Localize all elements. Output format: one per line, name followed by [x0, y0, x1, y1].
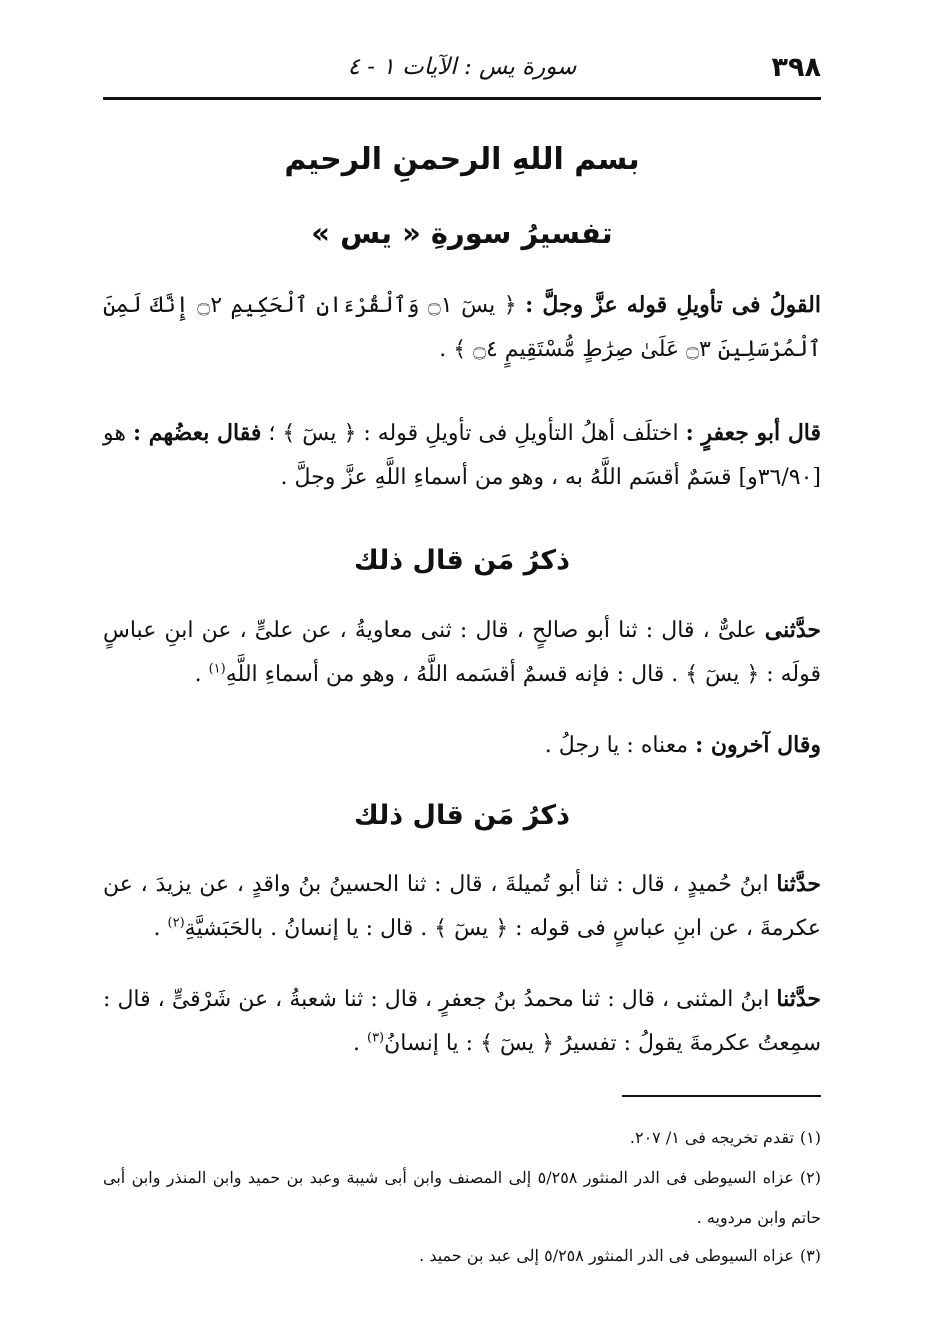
- paragraph-abu-jafar: [103, 411, 821, 500]
- paragraph-text: ابنُ حُميدٍ ، قال : ثنا أبو تُميلةَ ، قال : ثنا الحسينُ بنُ واقدٍ ، عن يزيدَ ، عن عكرمةَ ، عن ابنِ عباسٍ فى قوله : ﴿ يسٓ ﴾ . قال : يا إنسانُ . بالحَبَشيَّةِ: [103, 872, 821, 941]
- paragraph-text: اختلَف أهلُ التأويلِ فى تأويلِ قوله : ﴿ يسٓ ﴾ ؛: [268, 421, 679, 446]
- paragraph-hadith-1: [103, 608, 821, 697]
- paragraph-end: .: [352, 1031, 367, 1056]
- footnote-number: (١): [799, 1128, 821, 1147]
- footnote-number: (٢): [799, 1168, 821, 1187]
- paragraph-hadith-2: [103, 862, 821, 951]
- footnote-ref[interactable]: (١): [208, 661, 226, 677]
- surah-title: تفسيرُ سورةِ « يس »: [311, 216, 613, 250]
- paragraph-lead-b: فقال بعضُهم :: [132, 420, 262, 446]
- paragraph-others: [103, 723, 821, 768]
- footnote-ref[interactable]: (٢): [167, 915, 185, 931]
- paragraph-lead: حدَّثنا: [776, 986, 821, 1012]
- paragraph-text-b: هو [٣٦/٩٠و] قسَمٌ أقسَم اللَّهُ به ، وهو من أسماءِ اللَّهِ عزَّ وجلَّ .: [103, 421, 821, 490]
- footnote-number: (٣): [799, 1246, 821, 1265]
- paragraph-text: معناه : يا رجلُ .: [544, 733, 689, 758]
- basmala: بسم اللهِ الرحمنِ الرحيم: [284, 142, 640, 177]
- page-number: ٣٩٨: [771, 52, 821, 83]
- footnote: [103, 1236, 821, 1276]
- footnote: [103, 1118, 821, 1158]
- header-rule: [103, 97, 821, 100]
- footnote-text: تقدم تخريجه فى ١/ ٢٠٧.: [629, 1128, 794, 1147]
- section-heading: ذكرُ مَن قال ذلك: [354, 800, 570, 831]
- paragraph-lead: حدَّثنا: [776, 871, 821, 897]
- paragraph-lead: القولُ فى تأويلِ قوله عزَّ وجلَّ :: [525, 292, 821, 318]
- footnote: [103, 1158, 821, 1238]
- paragraph-text: ابنُ المثنى ، قال : ثنا محمدُ بنُ جعفرٍ ، قال : ثنا شعبةُ ، عن شَرْقىٍّ ، قال : سمِعتُ عكرمةَ يقولُ : تفسيرُ ﴿ يسٓ ﴾ : يا إنسانُ: [103, 987, 821, 1056]
- footnote-ref[interactable]: (٣): [366, 1030, 385, 1046]
- section-heading: ذكرُ مَن قال ذلك: [354, 545, 570, 576]
- paragraph-text: علىٌّ ، قال : ثنا أبو صالحٍ ، قال : ثنى معاويةُ ، عن علىٍّ ، عن ابنِ عباسٍ قولَه : ﴿ يسٓ ﴾ . قال : فإنه قسمٌ أقسَمه اللَّهُ ، وهو من أسماءِ اللَّهِ: [103, 618, 821, 687]
- page-header: [103, 44, 821, 96]
- paragraph-lead: قال أبو جعفرٍ :: [685, 420, 822, 446]
- paragraph-end: .: [153, 916, 168, 941]
- paragraph-lead: وقال آخرون :: [695, 732, 821, 758]
- footnote-text: عزاه السيوطى فى الدر المنثور ٥/٢٥٨ إلى المصنف وابن أبى شيبة وعبد بن حميد وابن المنذر وابن أبى حاتم وابن مردويه .: [103, 1168, 821, 1227]
- footnote-rule: [622, 1095, 821, 1097]
- running-title: سورة يس : الآيات ١ - ٤: [347, 54, 577, 80]
- paragraph-end: .: [194, 662, 209, 687]
- footnote-text: عزاه السيوطى فى الدر المنثور ٥/٢٥٨ إلى عبد بن حميد .: [419, 1246, 794, 1265]
- paragraph-lead: حدَّثنى: [764, 617, 822, 643]
- paragraph-hadith-3: [103, 977, 821, 1066]
- paragraph-verses: [103, 283, 821, 372]
- paragraph-text: ﴿ يسٓ ۝١ وَٱلْقُرْءَانِ ٱلْحَكِيمِ ۝٢ إِنَّكَ لَمِنَ ٱلْمُرْسَلِينَ ۝٣ عَلَىٰ صِرَٰطٍ مُّسْتَقِيمٍ ۝٤ ﴾ .: [103, 293, 821, 362]
